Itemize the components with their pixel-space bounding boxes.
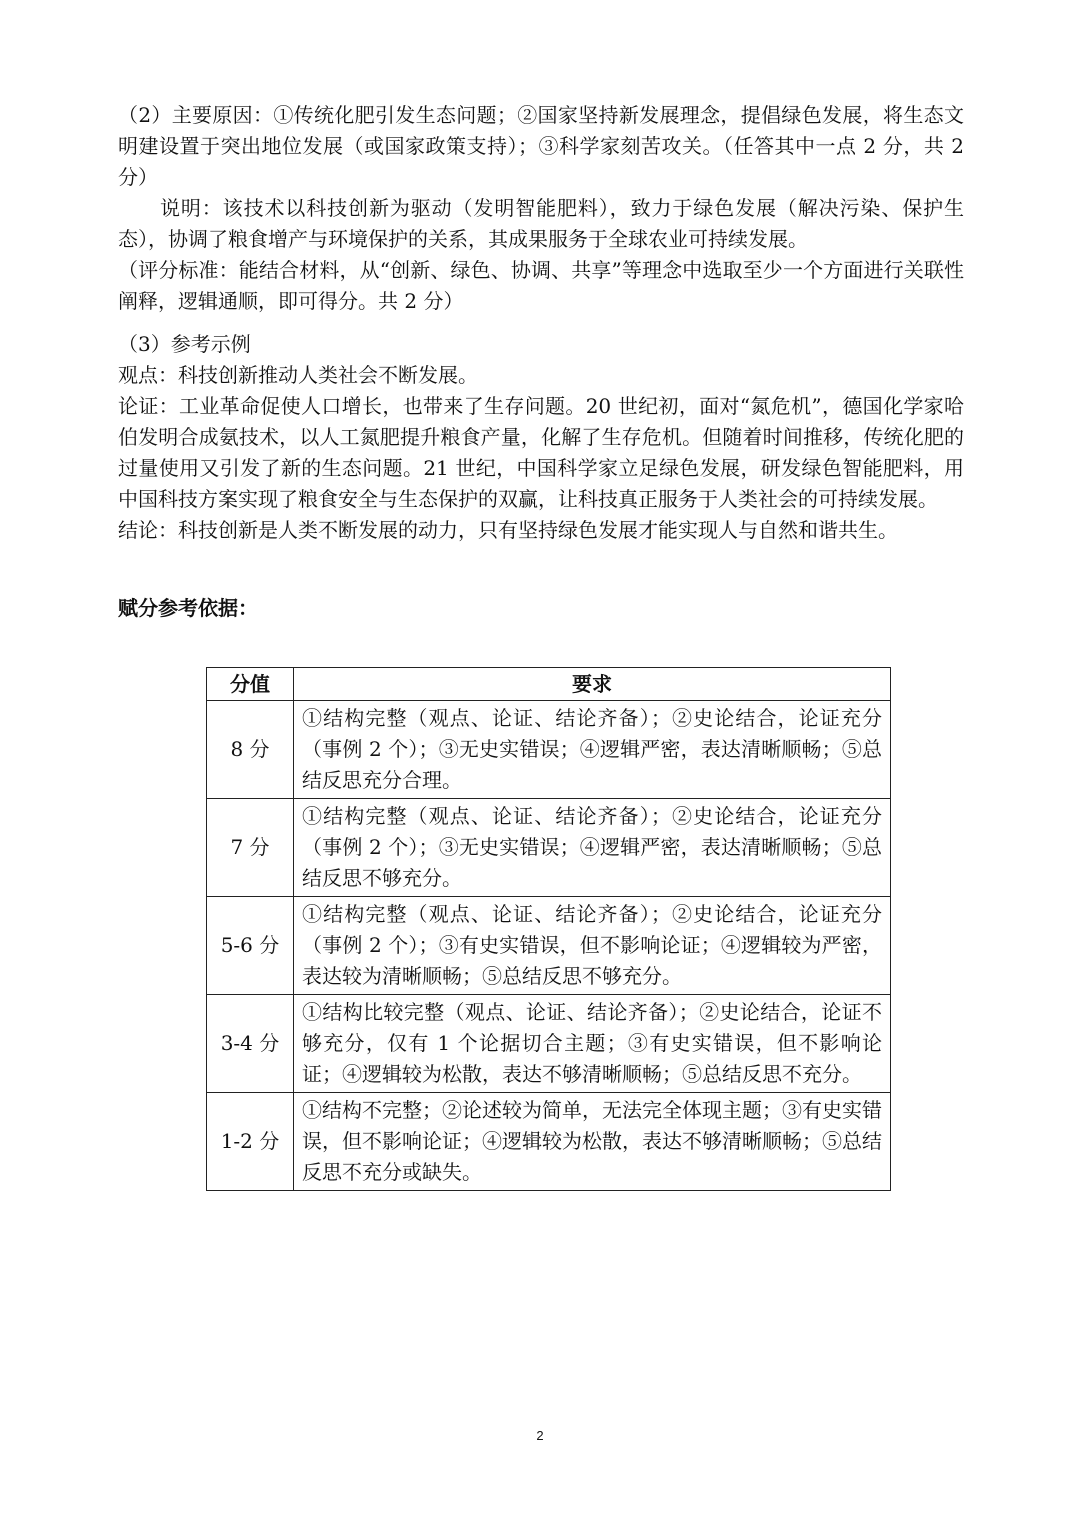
scoring-title: 赋分参考依据：: [118, 596, 258, 620]
row-score: 3-4 分: [207, 995, 294, 1093]
part3-viewpoint: 观点：科技创新推动人类社会不断发展。: [118, 363, 478, 387]
part3-heading: （3）参考示例: [118, 332, 251, 356]
table-row: [207, 897, 891, 995]
table-row: [207, 995, 891, 1093]
row-score: 8 分: [207, 701, 294, 799]
table-header-row: [207, 668, 891, 701]
page-number: 2: [536, 1428, 544, 1443]
row-score: 1-2 分: [207, 1093, 294, 1191]
header-score: 分值: [207, 668, 294, 701]
part3-conclusion: 结论：科技创新是人类不断发展的动力，只有坚持绿色发展才能实现人与自然和谐共生。: [118, 518, 898, 542]
row-score: 5-6 分: [207, 897, 294, 995]
table-row: [207, 799, 891, 897]
table-row: [207, 1093, 891, 1191]
part3-argument: 论证：工业革命促使人口增长，也带来了生存问题。20 世纪初，面对“氮危机”，德国化学家哈伯发明合成氨技术，以人工氮肥提升粮食产量，化解了生存危机。但随着时间推移，传统化肥的过量使用又引发了新的生态问题。21 世纪，中国科学家立足绿色发展，研发绿色智能肥料，用中国科技方案实现了粮食安全与生态保护的双赢，让科技真正服务于人类社会的可持续发展。: [118, 394, 964, 511]
row-requirement: ①结构不完整；②论述较为简单，无法完全体现主题；③有史实错误，但不影响论证；④逻辑较为松散，表达不够清晰顺畅；⑤总结反思不充分或缺失。: [294, 1093, 891, 1191]
part2-criteria: （评分标准：能结合材料，从“创新、绿色、协调、共享”等理念中选取至少一个方面进行关联性阐释，逻辑通顺，即可得分。共 2 分）: [118, 258, 964, 313]
table-row: [207, 701, 891, 799]
header-requirement: 要求: [294, 668, 891, 701]
row-requirement: ①结构比较完整（观点、论证、结论齐备）；②史论结合，论证不够充分，仅有 1 个论据切合主题；③有史实错误，但不影响论证；④逻辑较为松散，表达不够清晰顺畅；⑤总结反思不充分。: [294, 995, 891, 1093]
row-requirement: ①结构完整（观点、论证、结论齐备）；②史论结合，论证充分（事例 2 个）；③有史实错误，但不影响论证；④逻辑较为严密，表达较为清晰顺畅；⑤总结反思不够充分。: [294, 897, 891, 995]
scoring-table: [206, 667, 891, 1191]
row-requirement: ①结构完整（观点、论证、结论齐备）；②史论结合，论证充分（事例 2 个）；③无史实错误；④逻辑严密，表达清晰顺畅；⑤总结反思充分合理。: [294, 701, 891, 799]
part2-explanation: 说明：该技术以科技创新为驱动（发明智能肥料），致力于绿色发展（解决污染、保护生态），协调了粮食增产与环境保护的关系，其成果服务于全球农业可持续发展。: [118, 196, 964, 251]
part2-reasons: （2）主要原因：①传统化肥引发生态问题；②国家坚持新发展理念，提倡绿色发展，将生态文明建设置于突出地位发展（或国家政策支持）；③科学家刻苦攻关。（任答其中一点 2 分，共 2 分）: [118, 103, 964, 189]
row-requirement: ①结构完整（观点、论证、结论齐备）；②史论结合，论证充分（事例 2 个）；③无史实错误；④逻辑严密，表达清晰顺畅；⑤总结反思不够充分。: [294, 799, 891, 897]
row-score: 7 分: [207, 799, 294, 897]
answer-document: [118, 100, 964, 635]
